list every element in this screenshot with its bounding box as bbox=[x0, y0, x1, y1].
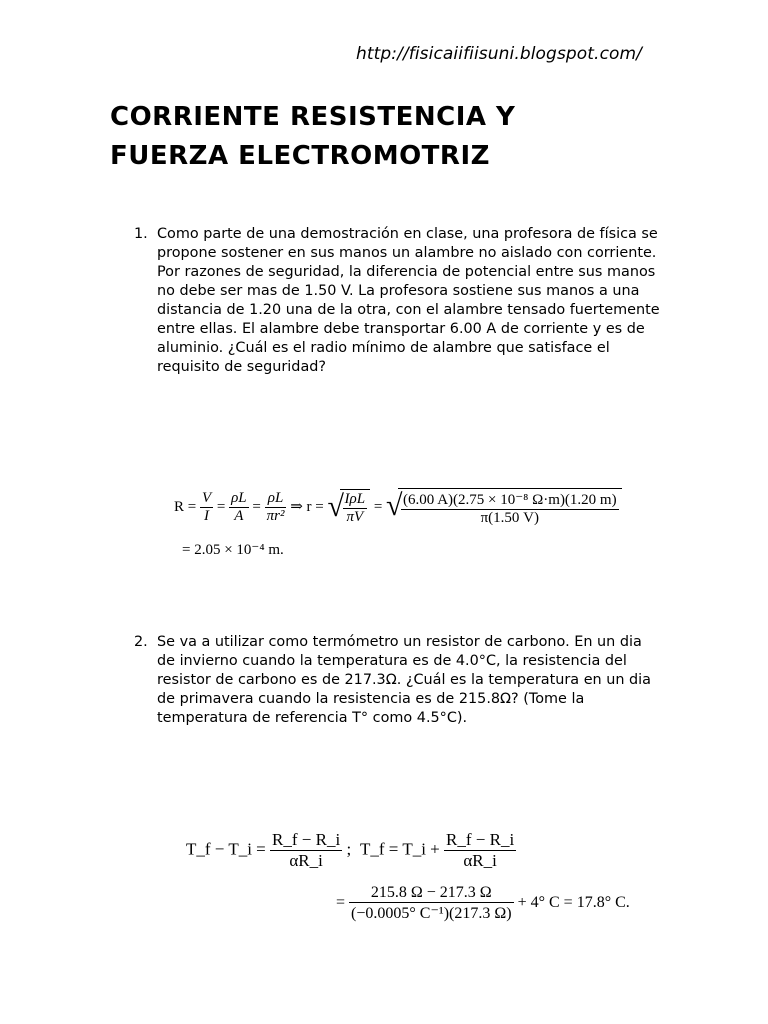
title-line-1: CORRIENTE RESISTENCIA Y bbox=[110, 102, 516, 132]
problem-text: Se va a utilizar como termómetro un resistor de carbono. En un dia de invierno cuando la temperatura es de 4.0°C, la resistencia del resistor de carbono es de 217.3Ω. ¿Cuál es la temperatura en un dia de primavera cuando la resistencia es de 215.8Ω? (Tome la temperatura de referencia T° como 4.5°C). bbox=[157, 634, 652, 726]
problem-text: Como parte de una demostración en clase, una profesora de física se propone sostener en sus manos un alambre no aislado con corriente. Por razones de seguridad, la diferencia de potencial entre sus manos no debe ser mas de 1.50 V. La profesora sostiene sus manos a una distancia de 1.20 una de la otra, con el alambre tensado fuertemente entre ellas. El alambre debe transportar 6.00 A de corriente y es de aluminio. ¿Cuál es el radio mínimo de alambre que satisface el requisito de seguridad? bbox=[157, 226, 660, 375]
fraction-rhol-over-a: $\frac{\rho L}{A}$ bbox=[231, 490, 247, 524]
title-line-2: FUERZA ELECTROMOTRIZ bbox=[110, 141, 490, 171]
fraction-v-over-i: $\frac{V}{I}$ bbox=[201, 490, 212, 524]
sqrt-numeric: √ $\frac{\text{(6.00 A)(2.75 × 10⁻⁸ Ω·m)(1.20 m)}}{\pi(1.50 V)}$ bbox=[386, 488, 622, 527]
sqrt-symbolic: √ $\frac{\text{IρL}}{\pi V}$ bbox=[328, 489, 371, 526]
equation-temperature-result: = $\frac{215.8 \Omega - 217.3 \Omega}{\text{(−0.0005° C⁻¹)(217.3 Ω)}}$ + 4° C = 17.8° C. bbox=[336, 884, 630, 922]
equation-final-temperature: T_f = T_i + $\frac{R\_f - R\_i}{\alpha R\_i}$ bbox=[360, 830, 515, 870]
fraction-numeric: $\frac{215.8 \Omega - 217.3 \Omega}{\text{(−0.0005° C⁻¹)(217.3 Ω)}}$ bbox=[351, 884, 512, 922]
blog-url: http://fisicaiifiisuni.blogspot.com/ bbox=[356, 44, 643, 64]
problem-1 bbox=[134, 225, 674, 377]
fraction-resistance-change: $\frac{R\_f - R\_i}{\alpha R\_i}$ bbox=[272, 830, 341, 870]
fraction-rhol-over-pir2: $\frac{\rho L}{\text{πr²}}$ bbox=[266, 490, 285, 524]
eq-implies: ⇒ r = bbox=[290, 498, 324, 515]
equation-temperature-difference: T_f − T_i = $\frac{R\_f - R\_i}{\alpha R\_i}$ ; bbox=[186, 830, 352, 870]
fraction-resistance-change: $\frac{R\_f - R\_i}{\alpha R\_i}$ bbox=[446, 830, 515, 870]
problem-number: 2. bbox=[134, 634, 148, 650]
equation-radius-result: = 2.05 × 10⁻⁴ m. bbox=[182, 542, 284, 558]
problem-number: 1. bbox=[134, 226, 148, 242]
problem-2 bbox=[134, 633, 674, 728]
equation-radius: R = $\frac{V}{I}$ = $\frac{\rho L}{A}$ = $\frac{\rho L}{\text{πr²}}$ ⇒ r = √ $\frac{\text{IρL}}{\pi V}$ = √ $\frac{\text{(6.00 A)(2.75 × 10⁻⁸ Ω·m)(1.20 m)}}{\pi(1.50 V)}$ bbox=[174, 488, 622, 527]
eq-lhs: R = bbox=[174, 498, 197, 515]
document-title bbox=[110, 98, 670, 176]
